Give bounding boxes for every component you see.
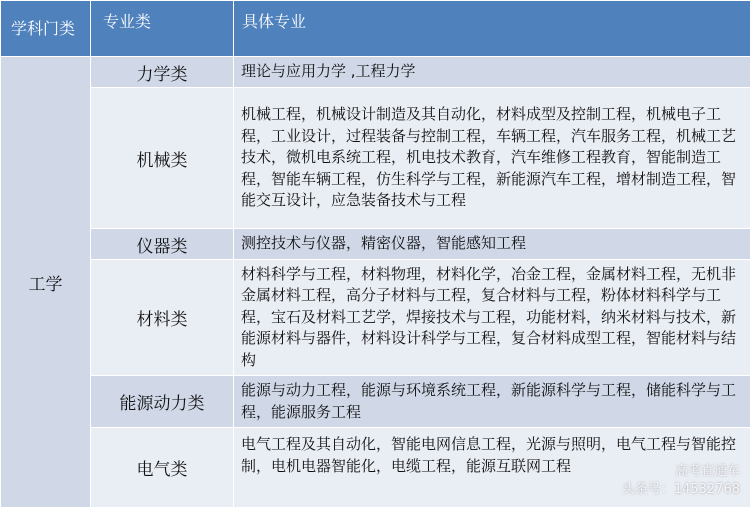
subject-cell: 能源动力类 (91, 376, 234, 428)
table-row (1, 229, 750, 260)
table-row (1, 88, 750, 229)
majors-cell: 测控技术与仪器，精密仪器，智能感知工程 (234, 229, 750, 260)
table-row (1, 376, 750, 428)
subject-cell: 材料类 (91, 260, 234, 376)
category-cell: 工学 (1, 57, 91, 508)
table-row (1, 260, 750, 376)
majors-cell: 机械工程，机械设计制造及其自动化，材料成型及控制工程，机械电子工程，工业设计，过程装备与控制工程，车辆工程，汽车服务工程，机械工艺技术，微机电系统工程，机电技术教育，汽车维修工程教育，智能制造工程，智能车辆工程，仿生科学与工程，新能源汽车工程，增材制造工程，智能交互设计，应急装备技术与工程 (234, 88, 750, 229)
subject-cell: 机械类 (91, 88, 234, 229)
subject-cell: 力学类 (91, 57, 234, 88)
subject-cell: 电气类 (91, 428, 234, 508)
majors-cell: 电气工程及其自动化，智能电网信息工程，光源与照明，电气工程与智能控制，电机电器智能化，电缆工程，能源互联网工程 (234, 428, 750, 508)
majors-cell: 能源与动力工程，能源与环境系统工程，新能源科学与工程，储能科学与工程，能源服务工程 (234, 376, 750, 428)
subject-cell: 仪器类 (91, 229, 234, 260)
table-row (1, 57, 750, 88)
watermark-id: 头条号：14532768 (622, 481, 740, 499)
header-category: 学科门类 (1, 1, 91, 57)
header-subject: 专业类 (91, 1, 234, 57)
majors-cell: 材料科学与工程，材料物理，材料化学，冶金工程，金属材料工程，无机非金属材料工程，高分子材料与工程，复合材料与工程，粉体材料科学与工程，宝石及材料工艺学，焊接技术与工程，功能材料，纳米材料与技术，新能源材料与器件，材料设计科学与工程，复合材料成型工程，智能材料与结构 (234, 260, 750, 376)
header-majors: 具体专业 (234, 1, 750, 57)
majors-cell: 理论与应用力学 ,工程力学 (234, 57, 750, 88)
watermark-name: 高考直通车 (622, 463, 740, 481)
header-row (1, 1, 750, 57)
watermark (622, 463, 740, 499)
